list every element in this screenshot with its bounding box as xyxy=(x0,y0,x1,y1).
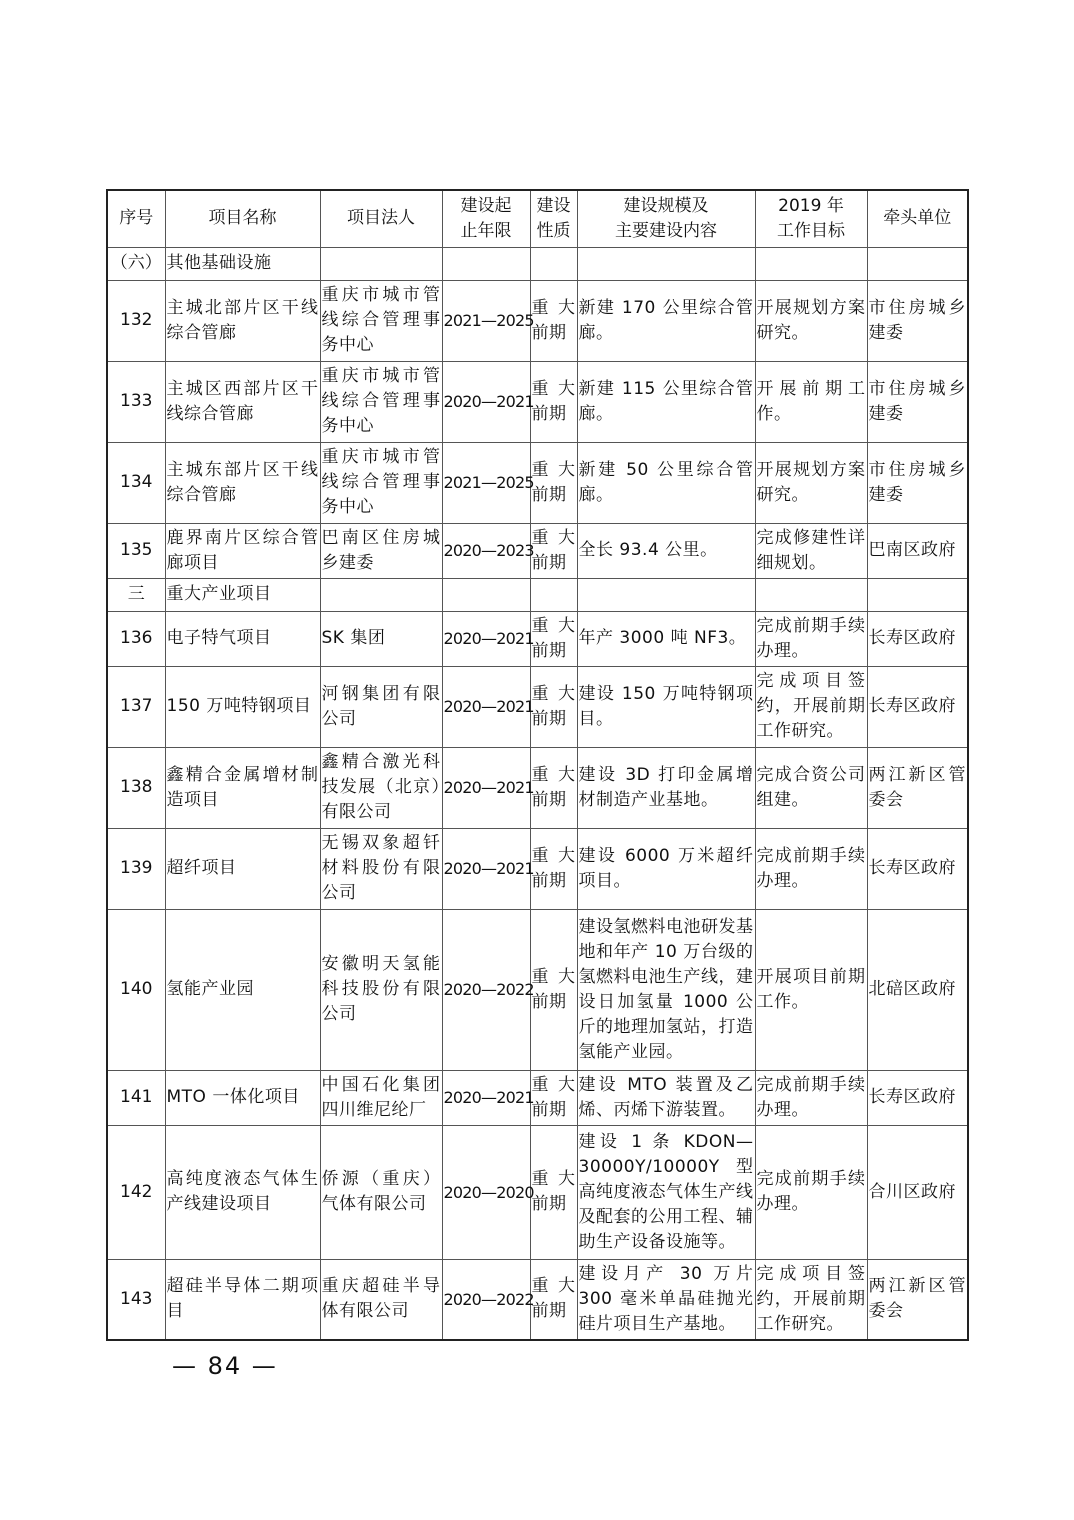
row-name: 主城东部片区干线综合管廊 xyxy=(165,442,320,523)
header-goal-line2: 工作目标 xyxy=(777,220,845,241)
header-period xyxy=(442,190,530,247)
row-period: 2020—2020 xyxy=(442,1125,530,1259)
row-lead: 长寿区政府 xyxy=(867,828,968,909)
header-goal xyxy=(755,190,867,247)
row-goal: 完成项目签约，开展前期工作研究。 xyxy=(755,1259,867,1340)
row-legal: 无锡双象超钎材料股份有限公司 xyxy=(320,828,442,909)
row-content: 建设氢燃料电池研发基地和年产 10 万台级的氢燃料电池生产线，建设日加氢量 1000 公斤的地理加氢站，打造氢能产业园。 xyxy=(577,909,755,1070)
row-lead: 两江新区管委会 xyxy=(867,1259,968,1340)
table-row xyxy=(107,666,968,747)
header-name: 项目名称 xyxy=(165,190,320,247)
project-table xyxy=(106,189,969,1341)
row-seq: 133 xyxy=(107,361,165,442)
row-period: 2020—2021 xyxy=(442,747,530,828)
section-row xyxy=(107,247,968,280)
row-nature: 重大前期 xyxy=(530,909,577,1070)
section-title: 其他基础设施 xyxy=(165,247,320,280)
row-nature: 重大前期 xyxy=(530,747,577,828)
row-goal: 完成前期手续办理。 xyxy=(755,828,867,909)
header-scale-line1: 建设规模及 xyxy=(623,195,709,216)
row-name: 主城北部片区干线综合管廊 xyxy=(165,280,320,361)
table-row xyxy=(107,1070,968,1125)
row-content: 全长 93.4 公里。 xyxy=(577,523,755,578)
row-period: 2020—2021 xyxy=(442,361,530,442)
row-goal: 开展前期工作。 xyxy=(755,361,867,442)
row-lead: 巴南区政府 xyxy=(867,523,968,578)
row-name: 氢能产业园 xyxy=(165,909,320,1070)
row-legal: SK 集团 xyxy=(320,611,442,666)
row-content: 新建 50 公里综合管廊。 xyxy=(577,442,755,523)
row-goal: 完成前期手续办理。 xyxy=(755,1125,867,1259)
row-content: 建设月产 30 万片 300 毫米单晶硅抛光硅片项目生产基地。 xyxy=(577,1259,755,1340)
row-lead: 合川区政府 xyxy=(867,1125,968,1259)
row-name: 超硅半导体二期项目 xyxy=(165,1259,320,1340)
header-nature xyxy=(530,190,577,247)
section-title: 重大产业项目 xyxy=(165,578,320,611)
row-legal: 重庆市城市管线综合管理事务中心 xyxy=(320,280,442,361)
row-lead: 长寿区政府 xyxy=(867,666,968,747)
row-period: 2020—2021 xyxy=(442,828,530,909)
row-period: 2021—2025 xyxy=(442,280,530,361)
row-legal: 安徽明天氢能科技股份有限公司 xyxy=(320,909,442,1070)
row-name: 150 万吨特钢项目 xyxy=(165,666,320,747)
row-lead: 两江新区管委会 xyxy=(867,747,968,828)
table-row xyxy=(107,611,968,666)
header-goal-line1: 2019 年 xyxy=(778,195,844,216)
row-period: 2020—2022 xyxy=(442,909,530,1070)
row-seq: 140 xyxy=(107,909,165,1070)
row-nature: 重大前期 xyxy=(530,828,577,909)
header-nature-line1: 建设 xyxy=(536,195,571,216)
row-period: 2020—2023 xyxy=(442,523,530,578)
row-seq: 132 xyxy=(107,280,165,361)
page-number: — 84 — xyxy=(172,1352,278,1380)
section-number: 三 xyxy=(107,578,165,611)
row-goal: 完成项目签约，开展前期工作研究。 xyxy=(755,666,867,747)
table-row xyxy=(107,1125,968,1259)
row-goal: 开展规划方案研究。 xyxy=(755,442,867,523)
row-name: 主城区西部片区干线综合管廊 xyxy=(165,361,320,442)
row-lead: 市住房城乡建委 xyxy=(867,361,968,442)
row-lead: 北碚区政府 xyxy=(867,909,968,1070)
row-goal: 完成前期手续办理。 xyxy=(755,611,867,666)
row-legal: 重庆市城市管线综合管理事务中心 xyxy=(320,361,442,442)
row-seq: 141 xyxy=(107,1070,165,1125)
table-row xyxy=(107,1259,968,1340)
row-seq: 136 xyxy=(107,611,165,666)
row-legal: 重庆市城市管线综合管理事务中心 xyxy=(320,442,442,523)
row-lead: 市住房城乡建委 xyxy=(867,442,968,523)
row-legal: 重庆超硅半导体有限公司 xyxy=(320,1259,442,1340)
row-nature: 重大前期 xyxy=(530,442,577,523)
row-legal: 河钢集团有限公司 xyxy=(320,666,442,747)
table-row xyxy=(107,442,968,523)
row-goal: 完成前期手续办理。 xyxy=(755,1070,867,1125)
table-row xyxy=(107,361,968,442)
header-period-line2: 止年限 xyxy=(460,220,512,241)
row-nature: 重大前期 xyxy=(530,1259,577,1340)
row-content: 建设 150 万吨特钢项目。 xyxy=(577,666,755,747)
header-row xyxy=(107,190,968,247)
row-name: 鑫精合金属增材制造项目 xyxy=(165,747,320,828)
row-period: 2021—2025 xyxy=(442,442,530,523)
row-seq: 142 xyxy=(107,1125,165,1259)
table-row xyxy=(107,280,968,361)
row-nature: 重大前期 xyxy=(530,1070,577,1125)
row-nature: 重大前期 xyxy=(530,361,577,442)
row-content: 建设 3D 打印金属增材制造产业基地。 xyxy=(577,747,755,828)
row-legal: 鑫精合激光科技发展（北京）有限公司 xyxy=(320,747,442,828)
row-name: 高纯度液态气体生产线建设项目 xyxy=(165,1125,320,1259)
row-nature: 重大前期 xyxy=(530,1125,577,1259)
row-nature: 重大前期 xyxy=(530,280,577,361)
row-period: 2020—2021 xyxy=(442,666,530,747)
section-row xyxy=(107,578,968,611)
header-scale xyxy=(577,190,755,247)
section-number: （六） xyxy=(107,247,165,280)
row-name: 超纤项目 xyxy=(165,828,320,909)
row-legal: 侨源（重庆）气体有限公司 xyxy=(320,1125,442,1259)
row-seq: 135 xyxy=(107,523,165,578)
row-seq: 137 xyxy=(107,666,165,747)
row-seq: 134 xyxy=(107,442,165,523)
table-row xyxy=(107,747,968,828)
row-goal: 开展规划方案研究。 xyxy=(755,280,867,361)
header-scale-line2: 主要建设内容 xyxy=(615,220,717,241)
row-content: 建设 1 条 KDON—30000Y/10000Y 型高纯度液态气体生产线及配套的公用工程、辅助生产设备设施等。 xyxy=(577,1125,755,1259)
table-row xyxy=(107,909,968,1070)
row-period: 2020—2022 xyxy=(442,1259,530,1340)
row-nature: 重大前期 xyxy=(530,666,577,747)
table-row xyxy=(107,828,968,909)
row-period: 2020—2021 xyxy=(442,611,530,666)
row-content: 新建 170 公里综合管廊。 xyxy=(577,280,755,361)
row-goal: 完成合资公司组建。 xyxy=(755,747,867,828)
row-lead: 市住房城乡建委 xyxy=(867,280,968,361)
row-content: 新建 115 公里综合管廊。 xyxy=(577,361,755,442)
row-lead: 长寿区政府 xyxy=(867,1070,968,1125)
row-seq: 143 xyxy=(107,1259,165,1340)
header-legal: 项目法人 xyxy=(320,190,442,247)
header-seq: 序号 xyxy=(107,190,165,247)
row-goal: 完成修建性详细规划。 xyxy=(755,523,867,578)
row-legal: 巴南区住房城乡建委 xyxy=(320,523,442,578)
row-name: 鹿界南片区综合管廊项目 xyxy=(165,523,320,578)
row-content: 年产 3000 吨 NF3。 xyxy=(577,611,755,666)
row-content: 建设 6000 万米超纤项目。 xyxy=(577,828,755,909)
row-name: MTO 一体化项目 xyxy=(165,1070,320,1125)
header-nature-line2: 性质 xyxy=(536,220,571,241)
row-nature: 重大前期 xyxy=(530,611,577,666)
header-lead: 牵头单位 xyxy=(867,190,968,247)
row-period: 2020—2021 xyxy=(442,1070,530,1125)
header-period-line1: 建设起 xyxy=(460,195,512,216)
table-row xyxy=(107,523,968,578)
row-name: 电子特气项目 xyxy=(165,611,320,666)
row-lead: 长寿区政府 xyxy=(867,611,968,666)
row-nature: 重大前期 xyxy=(530,523,577,578)
row-goal: 开展项目前期工作。 xyxy=(755,909,867,1070)
row-content: 建设 MTO 装置及乙烯、丙烯下游装置。 xyxy=(577,1070,755,1125)
row-seq: 139 xyxy=(107,828,165,909)
row-seq: 138 xyxy=(107,747,165,828)
row-legal: 中国石化集团四川维尼纶厂 xyxy=(320,1070,442,1125)
